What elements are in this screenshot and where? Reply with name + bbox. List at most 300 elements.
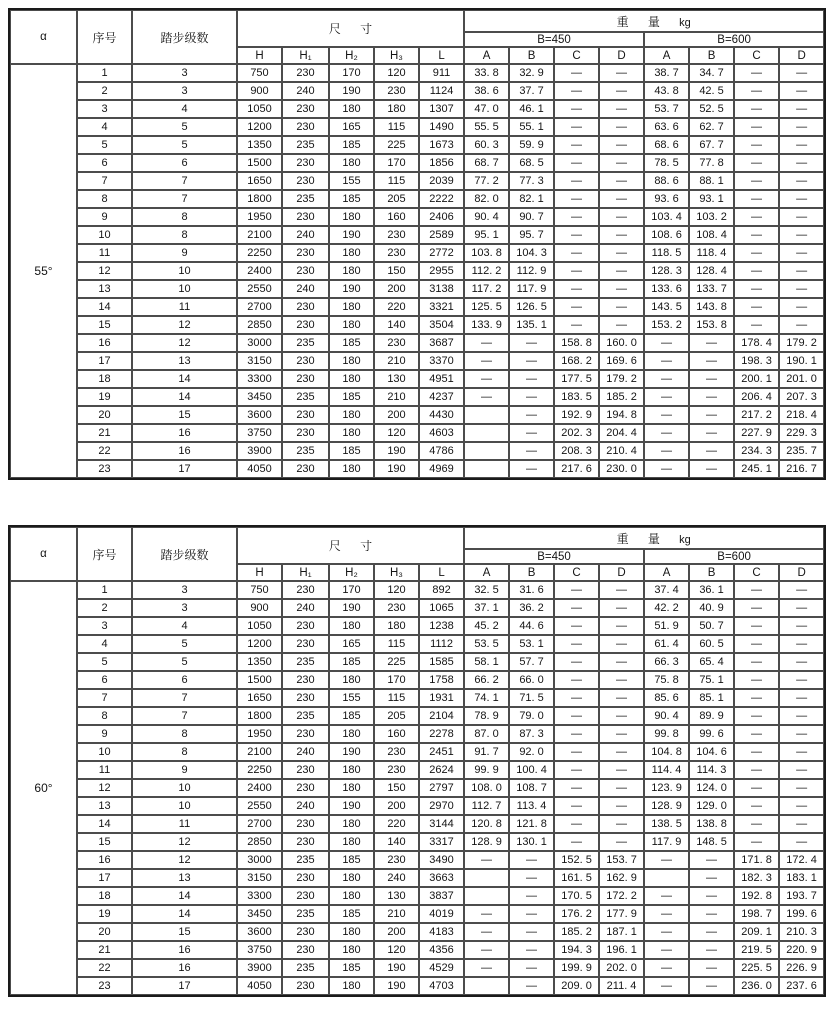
cell-H1: 235 <box>282 959 329 977</box>
cell-b600-D: — <box>779 244 824 262</box>
cell-steps: 5 <box>132 653 237 671</box>
header-weight <box>464 10 824 32</box>
cell-b600-A: 128. 3 <box>644 262 689 280</box>
cell-b450-B: 79. 0 <box>509 707 554 725</box>
cell-b450-A: 77. 2 <box>464 172 509 190</box>
cell-steps: 8 <box>132 226 237 244</box>
cell-H1: 230 <box>282 100 329 118</box>
cell-b450-C: 199. 9 <box>554 959 599 977</box>
cell-H: 2100 <box>237 226 282 244</box>
cell-b600-C: — <box>734 280 779 298</box>
header-col-H2: H₂ <box>329 564 374 581</box>
cell-b450-A: 108. 0 <box>464 779 509 797</box>
cell-H2: 180 <box>329 815 374 833</box>
cell-H3: 200 <box>374 280 419 298</box>
cell-b600-A: — <box>644 352 689 370</box>
cell-b450-D: — <box>599 599 644 617</box>
cell-b600-D: 229. 3 <box>779 424 824 442</box>
header-b450-col-B: B <box>509 564 554 581</box>
table-row <box>10 136 824 154</box>
cell-b600-A: — <box>644 406 689 424</box>
cell-b600-A: — <box>644 923 689 941</box>
cell-H: 3750 <box>237 424 282 442</box>
cell-b600-B: 104. 6 <box>689 743 734 761</box>
table-row <box>10 316 824 334</box>
cell-serial: 4 <box>77 118 132 136</box>
cell-steps: 6 <box>132 154 237 172</box>
cell-b450-A <box>464 442 509 460</box>
cell-b450-B: 66. 0 <box>509 671 554 689</box>
cell-b600-D: — <box>779 64 824 82</box>
cell-b600-B: — <box>689 959 734 977</box>
cell-b450-A: 128. 9 <box>464 833 509 851</box>
table-row <box>10 118 824 136</box>
cell-H2: 180 <box>329 352 374 370</box>
cell-L: 4951 <box>419 370 464 388</box>
cell-b450-B: — <box>509 869 554 887</box>
cell-b450-B: 32. 9 <box>509 64 554 82</box>
cell-b450-A: 53. 5 <box>464 635 509 653</box>
cell-b450-B: 82. 1 <box>509 190 554 208</box>
cell-b450-C: — <box>554 82 599 100</box>
cell-L: 4529 <box>419 959 464 977</box>
cell-H2: 180 <box>329 977 374 995</box>
cell-serial: 1 <box>77 64 132 82</box>
cell-steps: 8 <box>132 743 237 761</box>
cell-serial: 23 <box>77 460 132 478</box>
cell-b600-C: — <box>734 172 779 190</box>
cell-H1: 230 <box>282 460 329 478</box>
cell-b600-B: 153. 8 <box>689 316 734 334</box>
cell-b600-A: 123. 9 <box>644 779 689 797</box>
cell-H1: 230 <box>282 352 329 370</box>
cell-b450-B: 57. 7 <box>509 653 554 671</box>
cell-H1: 230 <box>282 635 329 653</box>
cell-H: 3750 <box>237 941 282 959</box>
cell-b600-D: 218. 4 <box>779 406 824 424</box>
cell-b450-D: — <box>599 172 644 190</box>
cell-L: 3490 <box>419 851 464 869</box>
cell-H1: 230 <box>282 815 329 833</box>
cell-L: 1307 <box>419 100 464 118</box>
cell-b600-A: 63. 6 <box>644 118 689 136</box>
cell-H2: 185 <box>329 136 374 154</box>
header-col-H2: H₂ <box>329 47 374 64</box>
cell-H: 2100 <box>237 743 282 761</box>
header-b600: B=600 <box>644 32 824 47</box>
cell-H1: 230 <box>282 779 329 797</box>
cell-b450-A: 32. 5 <box>464 581 509 599</box>
cell-b600-D: — <box>779 635 824 653</box>
cell-b450-A: 47. 0 <box>464 100 509 118</box>
cell-H1: 230 <box>282 923 329 941</box>
table-row <box>10 671 824 689</box>
cell-H: 3600 <box>237 406 282 424</box>
cell-b450-D: — <box>599 833 644 851</box>
cell-H3: 180 <box>374 617 419 635</box>
cell-b450-D: 211. 4 <box>599 977 644 995</box>
cell-H2: 185 <box>329 905 374 923</box>
cell-steps: 12 <box>132 851 237 869</box>
cell-b600-C: — <box>734 298 779 316</box>
cell-b450-B: — <box>509 977 554 995</box>
cell-b600-D: 210. 3 <box>779 923 824 941</box>
cell-b450-A: 66. 2 <box>464 671 509 689</box>
cell-b450-A: 37. 1 <box>464 599 509 617</box>
cell-H1: 230 <box>282 887 329 905</box>
cell-b450-A: — <box>464 352 509 370</box>
cell-b600-B: — <box>689 388 734 406</box>
cell-serial: 12 <box>77 262 132 280</box>
cell-H2: 190 <box>329 599 374 617</box>
cell-b600-A: 85. 6 <box>644 689 689 707</box>
cell-H: 3150 <box>237 869 282 887</box>
cell-serial: 7 <box>77 172 132 190</box>
header-b600: B=600 <box>644 549 824 564</box>
cell-H3: 210 <box>374 905 419 923</box>
cell-serial: 7 <box>77 689 132 707</box>
header-col-H1: H₁ <box>282 564 329 581</box>
cell-b600-D: 199. 6 <box>779 905 824 923</box>
cell-b450-A: — <box>464 959 509 977</box>
cell-b600-D: — <box>779 617 824 635</box>
cell-b450-C: 177. 5 <box>554 370 599 388</box>
cell-b600-C: 178. 4 <box>734 334 779 352</box>
cell-b600-C: — <box>734 689 779 707</box>
cell-b450-A <box>464 869 509 887</box>
cell-b450-C: 170. 5 <box>554 887 599 905</box>
cell-b450-B: — <box>509 923 554 941</box>
header-alpha: α <box>10 10 77 64</box>
cell-b600-A: — <box>644 370 689 388</box>
cell-b450-D: — <box>599 298 644 316</box>
cell-b450-B: — <box>509 352 554 370</box>
cell-steps: 10 <box>132 797 237 815</box>
cell-H3: 190 <box>374 977 419 995</box>
cell-b450-B: 87. 3 <box>509 725 554 743</box>
cell-steps: 8 <box>132 208 237 226</box>
cell-b450-A: 95. 1 <box>464 226 509 244</box>
cell-b600-B: — <box>689 370 734 388</box>
cell-b600-D: — <box>779 262 824 280</box>
cell-H3: 230 <box>374 743 419 761</box>
cell-serial: 19 <box>77 388 132 406</box>
cell-H: 1350 <box>237 136 282 154</box>
cell-H: 1650 <box>237 689 282 707</box>
cell-serial: 20 <box>77 406 132 424</box>
cell-L: 1585 <box>419 653 464 671</box>
cell-b600-B: 75. 1 <box>689 671 734 689</box>
cell-b450-A: 90. 4 <box>464 208 509 226</box>
table-row <box>10 226 824 244</box>
cell-b600-B: 42. 5 <box>689 82 734 100</box>
cell-H1: 235 <box>282 388 329 406</box>
header-b600-col-C: C <box>734 564 779 581</box>
cell-b450-B: 108. 7 <box>509 779 554 797</box>
cell-b450-D: — <box>599 244 644 262</box>
table-row <box>10 298 824 316</box>
cell-H: 3150 <box>237 352 282 370</box>
cell-H2: 170 <box>329 581 374 599</box>
cell-serial: 17 <box>77 352 132 370</box>
cell-H2: 165 <box>329 635 374 653</box>
cell-H2: 180 <box>329 262 374 280</box>
cell-serial: 1 <box>77 581 132 599</box>
cell-b600-D: — <box>779 118 824 136</box>
cell-L: 1124 <box>419 82 464 100</box>
cell-b600-A: 37. 4 <box>644 581 689 599</box>
table-row <box>10 262 824 280</box>
cell-H3: 210 <box>374 388 419 406</box>
cell-b450-D: 194. 8 <box>599 406 644 424</box>
weight-unit-label: kg <box>679 16 691 29</box>
cell-b600-B: 65. 4 <box>689 653 734 671</box>
cell-b600-C: 171. 8 <box>734 851 779 869</box>
cell-H3: 170 <box>374 671 419 689</box>
cell-b450-A <box>464 406 509 424</box>
cell-b600-C: — <box>734 262 779 280</box>
cell-b600-A: — <box>644 941 689 959</box>
cell-b600-A: — <box>644 959 689 977</box>
cell-L: 1490 <box>419 118 464 136</box>
cell-b600-D: — <box>779 298 824 316</box>
cell-b450-B: 90. 7 <box>509 208 554 226</box>
cell-b450-D: — <box>599 797 644 815</box>
cell-H1: 230 <box>282 406 329 424</box>
header-alpha: α <box>10 527 77 581</box>
header-row-top <box>10 10 824 32</box>
cell-b450-A: 55. 5 <box>464 118 509 136</box>
cell-H2: 180 <box>329 298 374 316</box>
cell-steps: 7 <box>132 707 237 725</box>
cell-b600-B: 85. 1 <box>689 689 734 707</box>
cell-H2: 190 <box>329 743 374 761</box>
cell-H1: 240 <box>282 743 329 761</box>
cell-b600-C: 245. 1 <box>734 460 779 478</box>
cell-b450-A: 87. 0 <box>464 725 509 743</box>
cell-serial: 22 <box>77 959 132 977</box>
cell-b600-A: 104. 8 <box>644 743 689 761</box>
cell-b600-B: 77. 8 <box>689 154 734 172</box>
cell-L: 3504 <box>419 316 464 334</box>
cell-H: 3000 <box>237 334 282 352</box>
cell-steps: 17 <box>132 460 237 478</box>
cell-H3: 220 <box>374 298 419 316</box>
cell-b450-D: — <box>599 82 644 100</box>
cell-b450-A: 68. 7 <box>464 154 509 172</box>
cell-b600-C: — <box>734 671 779 689</box>
cell-H: 900 <box>237 82 282 100</box>
cell-H3: 220 <box>374 815 419 833</box>
cell-H: 3600 <box>237 923 282 941</box>
table-row <box>10 244 824 262</box>
alpha-value: 60° <box>10 581 77 995</box>
cell-b450-D: — <box>599 779 644 797</box>
cell-b600-B: 99. 6 <box>689 725 734 743</box>
cell-steps: 5 <box>132 635 237 653</box>
cell-b600-D: 193. 7 <box>779 887 824 905</box>
cell-H2: 180 <box>329 208 374 226</box>
cell-b450-D: — <box>599 280 644 298</box>
cell-b600-B: 133. 7 <box>689 280 734 298</box>
cell-steps: 10 <box>132 280 237 298</box>
cell-b600-C: — <box>734 64 779 82</box>
table-row <box>10 851 824 869</box>
cell-b450-B: — <box>509 406 554 424</box>
cell-H1: 230 <box>282 316 329 334</box>
cell-b450-B: 55. 1 <box>509 118 554 136</box>
cell-b600-A: 43. 8 <box>644 82 689 100</box>
cell-b450-D: — <box>599 725 644 743</box>
cell-steps: 14 <box>132 905 237 923</box>
cell-H: 1050 <box>237 617 282 635</box>
cell-L: 1238 <box>419 617 464 635</box>
cell-b600-B: 118. 4 <box>689 244 734 262</box>
cell-H: 2550 <box>237 280 282 298</box>
cell-H2: 185 <box>329 959 374 977</box>
cell-b600-A: 38. 7 <box>644 64 689 82</box>
cell-b450-C: — <box>554 707 599 725</box>
cell-serial: 3 <box>77 617 132 635</box>
cell-H: 4050 <box>237 977 282 995</box>
cell-serial: 16 <box>77 334 132 352</box>
cell-b450-C: — <box>554 617 599 635</box>
cell-H: 1950 <box>237 725 282 743</box>
cell-b600-B: 103. 2 <box>689 208 734 226</box>
table-row <box>10 334 824 352</box>
cell-H: 900 <box>237 599 282 617</box>
cell-b450-A <box>464 977 509 995</box>
cell-serial: 18 <box>77 887 132 905</box>
cell-b600-C: — <box>734 743 779 761</box>
cell-b600-A: 103. 4 <box>644 208 689 226</box>
cell-b600-B: 50. 7 <box>689 617 734 635</box>
header-b600-col-A: A <box>644 564 689 581</box>
cell-H: 2850 <box>237 833 282 851</box>
cell-H: 750 <box>237 581 282 599</box>
alpha-value: 55° <box>10 64 77 478</box>
header-b450: B=450 <box>464 549 644 564</box>
cell-H1: 230 <box>282 761 329 779</box>
cell-b450-B: 130. 1 <box>509 833 554 851</box>
header-b450-col-A: A <box>464 564 509 581</box>
cell-H2: 185 <box>329 707 374 725</box>
header-b450-col-B: B <box>509 47 554 64</box>
cell-b600-C: — <box>734 226 779 244</box>
cell-L: 4237 <box>419 388 464 406</box>
cell-b450-D: 177. 9 <box>599 905 644 923</box>
cell-b450-A: 33. 8 <box>464 64 509 82</box>
header-b450: B=450 <box>464 32 644 47</box>
cell-H3: 225 <box>374 653 419 671</box>
cell-b600-C: — <box>734 815 779 833</box>
cell-b450-C: — <box>554 208 599 226</box>
cell-H: 1350 <box>237 653 282 671</box>
cell-b600-C: 182. 3 <box>734 869 779 887</box>
cell-H: 1050 <box>237 100 282 118</box>
cell-b600-A: 108. 6 <box>644 226 689 244</box>
cell-b600-B: — <box>689 887 734 905</box>
cell-H: 3900 <box>237 959 282 977</box>
cell-b450-B: 59. 9 <box>509 136 554 154</box>
cell-serial: 13 <box>77 797 132 815</box>
cell-L: 4430 <box>419 406 464 424</box>
cell-b600-D: — <box>779 815 824 833</box>
cell-b450-C: — <box>554 154 599 172</box>
cell-b450-B: 112. 9 <box>509 262 554 280</box>
cell-serial: 14 <box>77 815 132 833</box>
cell-b600-A: 93. 6 <box>644 190 689 208</box>
table-row <box>10 743 824 761</box>
cell-H: 1800 <box>237 190 282 208</box>
cell-steps: 4 <box>132 617 237 635</box>
cell-b600-C: — <box>734 653 779 671</box>
cell-b450-D: — <box>599 100 644 118</box>
cell-b450-C: — <box>554 298 599 316</box>
cell-b450-C: — <box>554 671 599 689</box>
cell-b600-C: — <box>734 154 779 172</box>
cell-steps: 6 <box>132 671 237 689</box>
cell-b450-B: 37. 7 <box>509 82 554 100</box>
cell-b450-B: — <box>509 959 554 977</box>
cell-b600-B: 40. 9 <box>689 599 734 617</box>
cell-b600-A: — <box>644 905 689 923</box>
cell-H2: 180 <box>329 887 374 905</box>
cell-b450-D: — <box>599 136 644 154</box>
cell-H1: 240 <box>282 82 329 100</box>
table-row <box>10 833 824 851</box>
cell-b450-D: — <box>599 208 644 226</box>
cell-b450-B: 36. 2 <box>509 599 554 617</box>
cell-b450-D: — <box>599 190 644 208</box>
cell-H: 2250 <box>237 761 282 779</box>
cell-b450-A: 91. 7 <box>464 743 509 761</box>
header-b600-col-C: C <box>734 47 779 64</box>
cell-serial: 2 <box>77 599 132 617</box>
cell-L: 2222 <box>419 190 464 208</box>
cell-b600-A: 42. 2 <box>644 599 689 617</box>
cell-serial: 8 <box>77 190 132 208</box>
header-col-L: L <box>419 47 464 64</box>
cell-b450-B: 100. 4 <box>509 761 554 779</box>
cell-b600-C: — <box>734 136 779 154</box>
cell-steps: 16 <box>132 941 237 959</box>
cell-b450-C: — <box>554 635 599 653</box>
cell-serial: 2 <box>77 82 132 100</box>
cell-H3: 150 <box>374 779 419 797</box>
cell-serial: 11 <box>77 761 132 779</box>
cell-b450-C: 176. 2 <box>554 905 599 923</box>
cell-L: 2589 <box>419 226 464 244</box>
cell-b450-C: — <box>554 118 599 136</box>
cell-b600-B: 60. 5 <box>689 635 734 653</box>
cell-steps: 5 <box>132 136 237 154</box>
header-b600-col-B: B <box>689 47 734 64</box>
cell-b450-C: 161. 5 <box>554 869 599 887</box>
cell-b450-C: — <box>554 226 599 244</box>
cell-steps: 13 <box>132 869 237 887</box>
cell-H3: 240 <box>374 869 419 887</box>
header-b600-col-D: D <box>779 47 824 64</box>
cell-b600-C: — <box>734 190 779 208</box>
cell-H1: 230 <box>282 725 329 743</box>
cell-b600-D: — <box>779 190 824 208</box>
cell-L: 3837 <box>419 887 464 905</box>
cell-b450-B: — <box>509 424 554 442</box>
cell-serial: 10 <box>77 743 132 761</box>
cell-b450-A: 58. 1 <box>464 653 509 671</box>
cell-b600-D: 172. 4 <box>779 851 824 869</box>
